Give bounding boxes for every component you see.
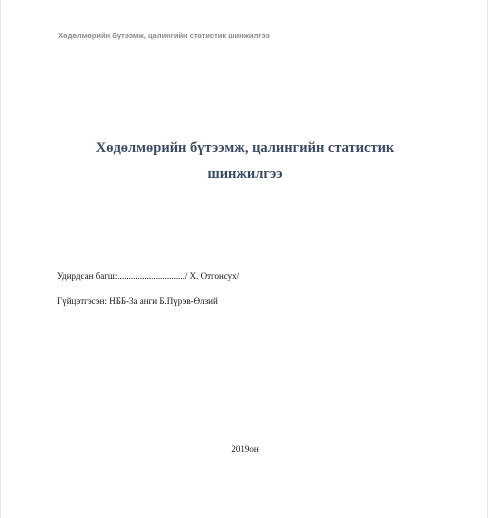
document-year: 2019он	[231, 444, 259, 454]
supervisor-line: Удирдсан багш:............................../ Х. Отгонсух/	[57, 271, 240, 281]
running-header: Хөдөлмөрийн бүтээмж, цалингийн статистик шинжилгээ	[58, 31, 270, 40]
document-title-line-1: Хөдөлмөрийн бүтээмж, цалингийн статистик	[95, 140, 395, 156]
document-title-line-2: шинжилгээ	[207, 166, 283, 182]
author-line: Гүйцэтгэсэн: НББ-3а анги Б.Пүрэв-Өлзий	[57, 296, 218, 306]
